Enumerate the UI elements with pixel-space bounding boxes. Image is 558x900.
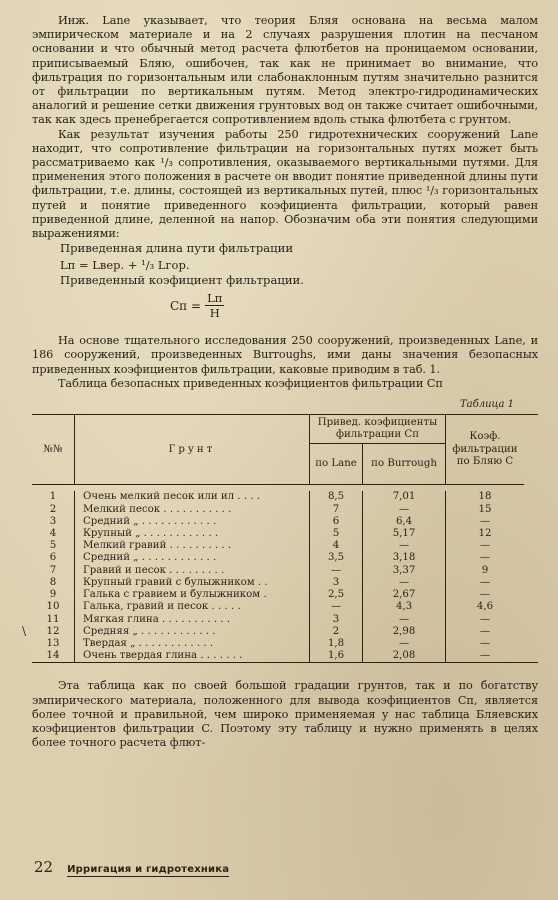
row-bligh: —: [446, 516, 525, 528]
row-number: 14: [46, 650, 60, 662]
row-burrough: 3,37: [363, 565, 446, 577]
header-reduced-coefficients: Привед. коэфициенты фильтрации Cп: [310, 415, 446, 444]
row-lane: 2: [310, 626, 363, 638]
row-bligh: —: [446, 626, 525, 638]
row-bligh: 4,6: [446, 601, 525, 613]
row-bligh: —: [446, 614, 525, 626]
row-lane: 1,8: [310, 638, 363, 650]
row-number: 12: [46, 625, 60, 637]
row-burrough: —: [363, 540, 446, 552]
row-number: 13: [46, 637, 60, 649]
row-number: 7: [49, 564, 57, 576]
row-lane: 5: [310, 528, 363, 540]
row-soil: Мелкий гравий . . . . . . . . . .: [75, 540, 310, 552]
row-lane: 4: [310, 540, 363, 552]
row-burrough: 2,98: [363, 626, 446, 638]
table-row: [32, 491, 524, 503]
row-bligh: —: [446, 650, 525, 662]
row-lane: —: [310, 601, 363, 613]
row-burrough: —: [363, 504, 446, 516]
row-soil: Средняя „ . . . . . . . . . . . .: [75, 626, 310, 638]
table-row: [32, 528, 524, 540]
paragraph-3: На основе тщательного исследования 250 сооружений, произведенных Lane, и 186 сооружений, произведенных Burroughs, ими даны значения безопасных приведенных коэфициентов фильтрации, каковые приводим в таб. 1.: [32, 334, 538, 376]
formula-fraction: [205, 292, 224, 320]
coefficients-table-wrap: [32, 414, 538, 663]
table-row: [32, 577, 524, 589]
table-row: [32, 614, 524, 626]
table-row: [32, 552, 524, 564]
row-soil: Гравий и песок . . . . . . . . .: [75, 565, 310, 577]
paragraph-4: Эта таблица как по своей большой градации грунтов, так и по богатству эмпирического материала, положенного для вывода коэфициентов Cп, является более точной и правильной, чем широко применяемая у нас таблица Бляевских коэфициентов фильтрации C. Поэтому эту таблицу и нужно применять в целях более точного расчета флют-: [32, 679, 538, 750]
paragraph-1: Инж. Lane указывает, что теория Бляя основана на весьма малом эмпирическом материале и на 2 случаях разрушения плотин на песчаном основании и что обычный метод расчета флютбетов на проницаемом основании, приписываемый Бляю, ошибочен, так как не принимает во внимание, что фильтрация по горизонтальным или слабонаклонным путям значительно разнится от фильтрации по вертикальным путям. Метод электро-гидродинамических аналогий и решение сетки движения грунтовых вод он также считает ошибочными, так как здесь пренебрегается сопротивлением вдоль стыка флютбета с грунтом.: [32, 14, 538, 127]
row-soil: Средний „ . . . . . . . . . . . .: [75, 552, 310, 564]
page-number: 22: [34, 858, 54, 876]
row-soil: Мягкая глина . . . . . . . . . . .: [75, 614, 310, 626]
row-burrough: 5,17: [363, 528, 446, 540]
row-soil: Очень мелкий песок или ил . . . .: [75, 491, 310, 503]
formula-lhs: Cп =: [170, 299, 202, 314]
header-burrough: по Burrough: [363, 444, 446, 485]
row-number: 10: [46, 601, 60, 613]
row-soil: Крупный гравий с булыжником . .: [75, 577, 310, 589]
paragraph-2: Как результат изучения работы 250 гидротехнических сооружений Lane находит, что сопротивление фильтрации на горизонтальных путях может быть рассматриваемо как ¹/₃ сопротивления, оказываемого вертикальными путями. Для применения этого положения в расчете он вводит понятие приведенной длины пути фильтрации, т.е. длины, состоящей из вертикальных путей, плюс ¹/₃ горизонтальных путей и понятие приведенного коэфициента фильтрации, который равен приведенной длине, деленной на напор. Обозначим оба эти понятия следующими выражениями:: [32, 127, 538, 241]
table-row: [32, 565, 524, 577]
row-bligh: —: [446, 540, 525, 552]
row-burrough: —: [363, 577, 446, 589]
formula-numerator: Lп: [207, 291, 223, 306]
row-number: 4: [49, 528, 57, 540]
table-row: [32, 589, 524, 601]
definition-reduced-coefficient: Приведенный коэфициент фильтрации.: [60, 273, 304, 288]
row-lane: 8,5: [310, 491, 363, 503]
header-lane: по Lane: [310, 444, 363, 485]
row-soil: Галька, гравий и песок . . . . .: [75, 601, 310, 613]
row-number: 3: [49, 515, 57, 527]
header-soil: Грунт: [75, 415, 310, 485]
row-burrough: —: [363, 614, 446, 626]
row-soil: Крупный „ . . . . . . . . . . . .: [75, 528, 310, 540]
row-burrough: 7,01: [363, 491, 446, 503]
margin-mark: \: [22, 624, 27, 638]
table-row: [32, 540, 524, 552]
row-bligh: —: [446, 589, 525, 601]
row-bligh: 12: [446, 528, 525, 540]
row-burrough: 2,08: [363, 650, 446, 662]
row-number: 6: [49, 552, 57, 564]
row-bligh: 18: [446, 491, 525, 503]
page-footer: [34, 858, 229, 877]
table-row: [32, 650, 524, 662]
table-row: [32, 516, 524, 528]
row-soil: Очень твердая глина . . . . . . .: [75, 650, 310, 662]
row-soil: Галька с гравием и булыжником .: [75, 589, 310, 601]
row-burrough: 3,18: [363, 552, 446, 564]
table-body: [32, 491, 524, 662]
journal-name: Ирригация и гидротехника: [67, 864, 230, 875]
row-soil: Твердая „ . . . . . . . . . . . .: [75, 638, 310, 650]
row-lane: 1,6: [310, 650, 363, 662]
row-bligh: 9: [446, 565, 525, 577]
row-number: 11: [46, 613, 60, 625]
row-lane: 6: [310, 516, 363, 528]
table-caption: Таблица 1: [459, 399, 514, 411]
row-lane: 3: [310, 614, 363, 626]
row-number: 1: [49, 491, 57, 503]
header-number: №№: [43, 443, 63, 455]
row-bligh: —: [446, 638, 525, 650]
table-row: [32, 504, 524, 516]
row-burrough: 4,3: [363, 601, 446, 613]
header-bligh-coefficient: Коэф. фильтрации по Бляю C: [446, 415, 525, 485]
row-burrough: —: [363, 638, 446, 650]
row-bligh: 15: [446, 504, 525, 516]
row-burrough: 2,67: [363, 589, 446, 601]
row-lane: 3,5: [310, 552, 363, 564]
row-bligh: —: [446, 577, 525, 589]
table-row: [32, 601, 524, 613]
row-soil: Средний „ . . . . . . . . . . . .: [75, 516, 310, 528]
row-soil: Мелкий песок . . . . . . . . . . .: [75, 504, 310, 516]
row-lane: 3: [310, 577, 363, 589]
table-row: [32, 638, 524, 650]
row-number: 9: [49, 589, 57, 601]
coefficients-table: [32, 415, 524, 662]
row-lane: 7: [310, 504, 363, 516]
table-title: Таблица безопасных приведенных коэфициентов фильтрации Cп: [58, 376, 443, 390]
row-number: 8: [49, 576, 57, 588]
table-row: [32, 626, 524, 638]
formula-reduced-coefficient: [170, 292, 538, 320]
row-burrough: 6,4: [363, 516, 446, 528]
row-number: 5: [49, 540, 57, 552]
row-lane: 2,5: [310, 589, 363, 601]
row-bligh: —: [446, 552, 525, 564]
formula-denominator: H: [209, 306, 220, 321]
definition-reduced-length: Приведенная длина пути фильтрации: [60, 241, 294, 256]
row-lane: —: [310, 565, 363, 577]
formula-reduced-length: Lп = Lвер. + ¹/₃ Lгор.: [60, 258, 190, 273]
row-number: 2: [49, 503, 57, 515]
